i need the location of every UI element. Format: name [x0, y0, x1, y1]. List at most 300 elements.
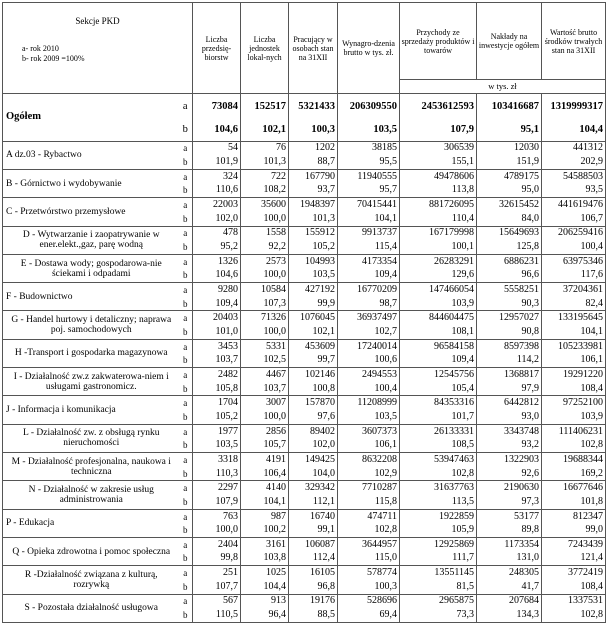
table-cell: 133195645 [542, 311, 606, 325]
table-cell: 1025 [241, 566, 289, 580]
table-cell: 95,0 [477, 184, 542, 198]
section-name: F - Budownictwo [3, 283, 179, 311]
table-cell: 1076045 [289, 311, 338, 325]
table-cell: 92,2 [241, 240, 289, 254]
table-cell: 329342 [289, 481, 338, 495]
header-col-przychody: Przychody ze sprzedaży produktów i towarów [400, 3, 477, 80]
table-cell: 76 [241, 141, 289, 155]
row-type-label: b [179, 184, 193, 198]
table-cell: 103,5 [338, 410, 400, 424]
table-row [3, 254, 606, 268]
table-cell: 1202 [289, 141, 338, 155]
table-cell: 3318 [193, 453, 241, 467]
table-cell: 103,5 [338, 119, 400, 141]
table-cell: 16677646 [542, 481, 606, 495]
table-cell: 112,1 [289, 495, 338, 509]
row-type-label: a [179, 424, 193, 438]
row-type-label: b [179, 382, 193, 396]
row-type-label: b [179, 495, 193, 509]
table-cell: 2494553 [338, 368, 400, 382]
table-cell: 114,2 [477, 353, 542, 367]
table-cell: 107,9 [400, 119, 477, 141]
header-col-przedsiebiorstwa: Liczba przedsię-biorstw [193, 3, 241, 94]
section-name: C - Przetwórstwo przemysłowe [3, 198, 179, 226]
row-type-label: a [179, 169, 193, 183]
table-row [3, 339, 606, 353]
table-cell: 2482 [193, 368, 241, 382]
table-cell: 2573 [241, 254, 289, 268]
table-cell: 100,8 [289, 382, 338, 396]
section-name: I - Działalność zw.z zakwaterowa-niem i usługami gastronomicz. [3, 368, 179, 396]
table-cell: 99,1 [289, 523, 338, 537]
table-cell: 69,4 [338, 608, 400, 622]
table-cell: 93,5 [542, 184, 606, 198]
table-cell: 147466054 [400, 283, 477, 297]
table-cell: 100,3 [338, 580, 400, 594]
table-cell: 103,9 [542, 410, 606, 424]
row-type-label: b [179, 523, 193, 537]
table-cell: 167179998 [400, 226, 477, 240]
section-name: N - Działalność w zakresie usług administrowania [3, 481, 179, 509]
table-cell: 109,4 [193, 297, 241, 311]
table-cell: 115,0 [338, 552, 400, 566]
table-cell: 98,7 [338, 297, 400, 311]
table-cell: 104,4 [241, 580, 289, 594]
row-type-label: a [179, 453, 193, 467]
table-cell: 102,5 [241, 353, 289, 367]
table-cell: 206259416 [542, 226, 606, 240]
table-cell: 95,1 [477, 119, 542, 141]
table-cell: 3007 [241, 396, 289, 410]
legend-a: a- rok 2010 [22, 44, 59, 53]
table-cell: 207684 [477, 594, 542, 608]
table-cell: 103,5 [193, 438, 241, 452]
table-cell: 248305 [477, 566, 542, 580]
table-cell: 206309550 [338, 94, 400, 120]
table-row [3, 198, 606, 212]
table-cell: 73,3 [400, 608, 477, 622]
table-cell: 41,7 [477, 580, 542, 594]
table-cell: 84,0 [477, 212, 542, 226]
table-cell: 722 [241, 169, 289, 183]
table-cell: 102,8 [542, 438, 606, 452]
table-row [3, 396, 606, 410]
table-cell: 16105 [289, 566, 338, 580]
table-cell: 103,7 [241, 382, 289, 396]
table-cell: 106,7 [542, 212, 606, 226]
table-cell: 3453 [193, 339, 241, 353]
table-cell: 97,3 [477, 495, 542, 509]
table-cell: 96,4 [241, 608, 289, 622]
table-cell: 101,0 [193, 325, 241, 339]
table-cell: 844604475 [400, 311, 477, 325]
table-cell: 4467 [241, 368, 289, 382]
section-name: H -Transport i gospodarka magazynowa [3, 339, 179, 367]
table-cell: 3343748 [477, 424, 542, 438]
header-unit: w tys. zł [400, 80, 606, 94]
table-cell: 109,4 [400, 353, 477, 367]
table-cell: 111,7 [400, 552, 477, 566]
table-cell: 3161 [241, 537, 289, 551]
table-cell: 100,0 [241, 325, 289, 339]
table-cell: 53947463 [400, 453, 477, 467]
section-name: R -Działalność związana z kulturą, rozrywką [3, 566, 179, 594]
table-cell: 104,6 [193, 269, 241, 283]
table-cell: 2965875 [400, 594, 477, 608]
table-cell: 4173354 [338, 254, 400, 268]
table-cell: 169,2 [542, 467, 606, 481]
table-cell: 101,8 [542, 495, 606, 509]
table-cell: 17240014 [338, 339, 400, 353]
table-cell: 103,9 [400, 297, 477, 311]
table-cell: 102,9 [338, 467, 400, 481]
row-type-label: a [179, 226, 193, 240]
table-cell: 101,9 [193, 155, 241, 169]
table-cell: 1977 [193, 424, 241, 438]
table-cell: 812347 [542, 509, 606, 523]
row-type-label: a [179, 94, 193, 120]
table-cell: 567 [193, 594, 241, 608]
table-cell: 95,7 [338, 184, 400, 198]
table-cell: 3772419 [542, 566, 606, 580]
table-cell: 93,2 [477, 438, 542, 452]
table-cell: 4191 [241, 453, 289, 467]
table-cell: 104993 [289, 254, 338, 268]
table-cell: 100,0 [193, 523, 241, 537]
row-type-label: a [179, 594, 193, 608]
table-cell: 106,4 [241, 467, 289, 481]
table-cell: 108,4 [542, 382, 606, 396]
row-type-label: b [179, 297, 193, 311]
table-cell: 102,7 [338, 325, 400, 339]
table-cell: 104,0 [289, 467, 338, 481]
table-cell: 13551145 [400, 566, 477, 580]
table-row [3, 169, 606, 183]
section-name: A dz.03 - Rybactwo [3, 141, 179, 169]
table-cell: 427192 [289, 283, 338, 297]
table-cell: 152517 [241, 94, 289, 120]
table-cell: 102,8 [542, 608, 606, 622]
table-cell: 1326 [193, 254, 241, 268]
table-cell: 105233981 [542, 339, 606, 353]
table-cell: 109,4 [338, 269, 400, 283]
table-cell: 100,1 [400, 240, 477, 254]
table-cell: 1558 [241, 226, 289, 240]
table-cell: 89,8 [477, 523, 542, 537]
row-type-label: a [179, 509, 193, 523]
table-cell: 7710287 [338, 481, 400, 495]
row-type-label: b [179, 438, 193, 452]
table-cell: 105,2 [193, 410, 241, 424]
header-sekcje-pkd [3, 3, 193, 94]
table-cell: 106,1 [542, 353, 606, 367]
table-cell: 8632208 [338, 453, 400, 467]
table-cell: 19291220 [542, 368, 606, 382]
section-name: S - Pozostała działalność usługowa [3, 594, 179, 622]
table-cell: 1922859 [400, 509, 477, 523]
table-cell: 131,0 [477, 552, 542, 566]
table-cell: 100,2 [241, 523, 289, 537]
table-cell: 1173354 [477, 537, 542, 551]
table-cell: 324 [193, 169, 241, 183]
table-cell: 104,6 [193, 119, 241, 141]
table-cell: 71326 [241, 311, 289, 325]
table-cell: 881726095 [400, 198, 477, 212]
table-row [3, 594, 606, 608]
table-cell: 763 [193, 509, 241, 523]
table-cell: 93,0 [477, 410, 542, 424]
table-cell: 101,3 [289, 212, 338, 226]
table-cell: 16740 [289, 509, 338, 523]
table-cell: 107,7 [193, 580, 241, 594]
table-cell: 63975346 [542, 254, 606, 268]
table-cell: 111406231 [542, 424, 606, 438]
table-cell: 5331 [241, 339, 289, 353]
table-cell: 1368817 [477, 368, 542, 382]
table-cell: 36937497 [338, 311, 400, 325]
section-name: B - Górnictwo i wydobywanie [3, 169, 179, 197]
table-cell: 3607373 [338, 424, 400, 438]
table-cell: 106,1 [338, 438, 400, 452]
table-cell: 5558251 [477, 283, 542, 297]
table-cell: 112,4 [289, 552, 338, 566]
table-cell: 134,3 [477, 608, 542, 622]
table-cell: 108,1 [400, 325, 477, 339]
table-cell: 101,3 [241, 155, 289, 169]
table-row [3, 537, 606, 551]
table-cell: 1322903 [477, 453, 542, 467]
table-cell: 108,4 [542, 580, 606, 594]
table-cell: 102,1 [289, 325, 338, 339]
table-cell: 88,7 [289, 155, 338, 169]
table-cell: 7243439 [542, 537, 606, 551]
row-type-label: a [179, 198, 193, 212]
table-cell: 96,8 [289, 580, 338, 594]
table-cell: 103416687 [477, 94, 542, 120]
table-cell: 104,4 [542, 119, 606, 141]
table-cell: 100,0 [241, 269, 289, 283]
table-cell: 12925869 [400, 537, 477, 551]
table-cell: 167790 [289, 169, 338, 183]
table-cell: 102146 [289, 368, 338, 382]
table-cell: 107,9 [193, 495, 241, 509]
table-row [3, 481, 606, 495]
table-cell: 38185 [338, 141, 400, 155]
table-cell: 157870 [289, 396, 338, 410]
table-row [3, 226, 606, 240]
table-cell: 453609 [289, 339, 338, 353]
table-cell: 10584 [241, 283, 289, 297]
section-name: L - Działalność zw. z obsługą rynku nieruchomości [3, 424, 179, 452]
table-cell: 104,1 [542, 325, 606, 339]
table-cell: 1337531 [542, 594, 606, 608]
table-cell: 105,4 [400, 382, 477, 396]
header-col-naklady: Nakłady na inwestycje ogółem [477, 3, 542, 80]
table-cell: 3644957 [338, 537, 400, 551]
table-cell: 6442812 [477, 396, 542, 410]
section-name: Q - Opieka zdrowotna i pomoc społeczna [3, 537, 179, 565]
table-cell: 115,8 [338, 495, 400, 509]
table-cell: 12545756 [400, 368, 477, 382]
section-name: M - Działalność profesjonalna, naukowa i techniczna [3, 453, 179, 481]
table-cell: 92,6 [477, 467, 542, 481]
table-row [3, 424, 606, 438]
table-cell: 108,5 [400, 438, 477, 452]
row-type-label: b [179, 155, 193, 169]
table-cell: 102,8 [338, 523, 400, 537]
table-cell: 1319999317 [542, 94, 606, 120]
table-cell: 11208999 [338, 396, 400, 410]
header-col-wynagrodzenia: Wynagro-dzenia brutto w tys. zł. [338, 3, 400, 94]
table-cell: 103,7 [193, 353, 241, 367]
row-type-label: b [179, 119, 193, 141]
header-col-pracujacy: Pracujący w osobach stan na 31XII [289, 3, 338, 94]
header-col-jednostki: Liczba jednostek lokal-nych [241, 3, 289, 94]
table-cell: 93,7 [289, 184, 338, 198]
table-row [3, 509, 606, 523]
table-cell: 108,2 [241, 184, 289, 198]
row-type-label: a [179, 566, 193, 580]
table-cell: 12957027 [477, 311, 542, 325]
table-cell: 99,8 [193, 552, 241, 566]
table-cell: 70415441 [338, 198, 400, 212]
header-sekcje-title: Sekcje PKD [75, 16, 120, 26]
table-row [3, 566, 606, 580]
table-cell: 441312 [542, 141, 606, 155]
table-cell: 37204361 [542, 283, 606, 297]
table-cell: 107,3 [241, 297, 289, 311]
table-cell: 99,0 [542, 523, 606, 537]
table-cell: 99,9 [289, 297, 338, 311]
row-type-label: a [179, 537, 193, 551]
table-cell: 2404 [193, 537, 241, 551]
table-cell: 121,4 [542, 552, 606, 566]
row-type-label: a [179, 254, 193, 268]
table-cell: 578774 [338, 566, 400, 580]
table-cell: 96584158 [400, 339, 477, 353]
row-type-label: b [179, 325, 193, 339]
table-cell: 9280 [193, 283, 241, 297]
table-cell: 2453612593 [400, 94, 477, 120]
row-type-label: b [179, 467, 193, 481]
table-cell: 81,5 [400, 580, 477, 594]
table-cell: 110,5 [193, 608, 241, 622]
table-cell: 110,4 [400, 212, 477, 226]
table-cell: 100,3 [289, 119, 338, 141]
row-type-label: b [179, 353, 193, 367]
table-cell: 73084 [193, 94, 241, 120]
table-cell: 102,0 [289, 438, 338, 452]
table-cell: 2297 [193, 481, 241, 495]
table-cell: 5321433 [289, 94, 338, 120]
table-cell: 35600 [241, 198, 289, 212]
table-cell: 19176 [289, 594, 338, 608]
section-name: J - Informacja i komunikacja [3, 396, 179, 424]
table-cell: 100,4 [338, 382, 400, 396]
table-cell: 31637763 [400, 481, 477, 495]
table-row [3, 311, 606, 325]
table-cell: 89402 [289, 424, 338, 438]
table-cell: 4789175 [477, 169, 542, 183]
table-cell: 104,1 [338, 212, 400, 226]
table-cell: 20403 [193, 311, 241, 325]
table-cell: 11940555 [338, 169, 400, 183]
table-cell: 125,8 [477, 240, 542, 254]
pkd-statistics-table [2, 2, 606, 623]
table-cell: 19688344 [542, 453, 606, 467]
table-cell: 2190630 [477, 481, 542, 495]
table-cell: 105,7 [241, 438, 289, 452]
table-cell: 12030 [477, 141, 542, 155]
table-cell: 1704 [193, 396, 241, 410]
table-cell: 54588503 [542, 169, 606, 183]
table-cell: 478 [193, 226, 241, 240]
table-cell: 115,4 [338, 240, 400, 254]
table-row [3, 453, 606, 467]
table-cell: 88,5 [289, 608, 338, 622]
table-cell: 84353316 [400, 396, 477, 410]
row-type-label: a [179, 283, 193, 297]
legend-b: b- rok 2009 =100% [22, 54, 85, 63]
row-type-label: a [179, 311, 193, 325]
table-cell: 251 [193, 566, 241, 580]
table-cell: 82,4 [542, 297, 606, 311]
table-cell: 97252100 [542, 396, 606, 410]
table-cell: 9913737 [338, 226, 400, 240]
row-type-label: b [179, 552, 193, 566]
section-name: P - Edukacja [3, 509, 179, 537]
table-cell: 4140 [241, 481, 289, 495]
header-col-wartosc: Wartość brutto środków trwałych stan na 31XII [542, 3, 606, 80]
table-cell: 987 [241, 509, 289, 523]
row-type-label: b [179, 240, 193, 254]
table-cell: 100,0 [241, 212, 289, 226]
row-type-label: a [179, 481, 193, 495]
table-cell: 26133331 [400, 424, 477, 438]
section-name: E - Dostawa wody; gospodarowa-nie ściekami i odpadami [3, 254, 179, 282]
table-cell: 155,1 [400, 155, 477, 169]
row-type-label: a [179, 141, 193, 155]
table-cell: 53177 [477, 509, 542, 523]
table-row [3, 94, 606, 120]
table-cell: 149425 [289, 453, 338, 467]
table-cell: 8597398 [477, 339, 542, 353]
table-cell: 528696 [338, 594, 400, 608]
table-cell: 441619476 [542, 198, 606, 212]
table-cell: 96,6 [477, 269, 542, 283]
row-type-label: a [179, 396, 193, 410]
table-cell: 97,6 [289, 410, 338, 424]
table-cell: 110,3 [193, 467, 241, 481]
table-cell: 113,8 [400, 184, 477, 198]
table-cell: 105,9 [400, 523, 477, 537]
row-type-label: b [179, 269, 193, 283]
table-cell: 49478606 [400, 169, 477, 183]
table-cell: 16770209 [338, 283, 400, 297]
table-cell: 113,5 [400, 495, 477, 509]
table-cell: 95,5 [338, 155, 400, 169]
table-cell: 102,1 [241, 119, 289, 141]
table-cell: 106087 [289, 537, 338, 551]
table-cell: 155912 [289, 226, 338, 240]
table-cell: 2856 [241, 424, 289, 438]
table-cell: 26283291 [400, 254, 477, 268]
table-cell: 90,3 [477, 297, 542, 311]
section-name: D - Wytwarzanie i zaopatrywanie w ener.elekt.,gaz, parę wodną [3, 226, 179, 254]
table-cell: 110,6 [193, 184, 241, 198]
table-cell: 54 [193, 141, 241, 155]
table-row [3, 283, 606, 297]
